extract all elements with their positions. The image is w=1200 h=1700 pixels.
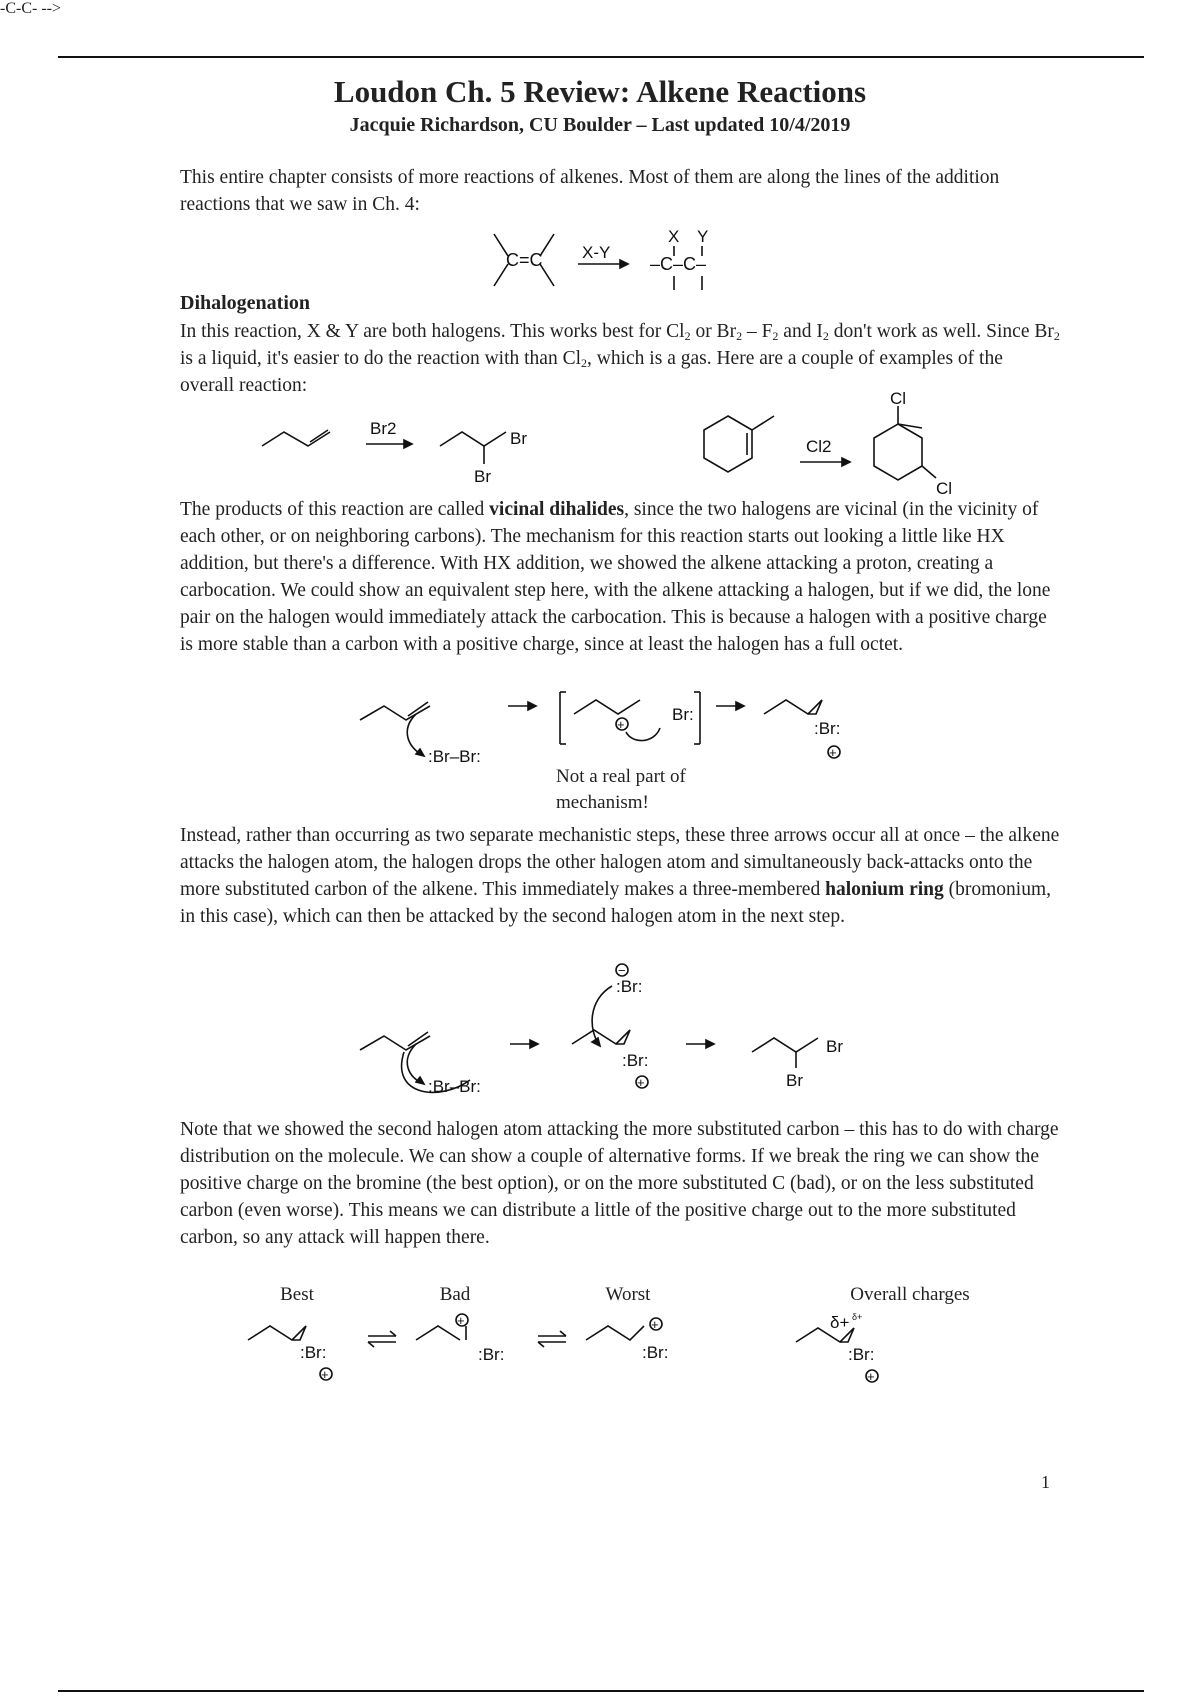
intro-paragraph: This entire chapter consists of more reactions of alkenes. Most of them are along the lines of the addition reactions that we saw in Ch. 4:: [180, 167, 1000, 215]
dihalogenation-paragraph-4: Note that we showed the second halogen atom attacking the more substituted carbon – this has to do with charge distribution on the molecule. We can show a couple of alternative forms. If we break the ring we can show the positive charge on the bromine (the best option), or on the more substituted C (bad), or on the less substituted carbon (even worse). This means we can distribute a little of the positive charge out to the more substituted carbon, so any attack will happen there.: [180, 1119, 1059, 1248]
example-2-cl-bottom: Cl: [936, 479, 953, 498]
example-1-br-top: Br: [510, 429, 527, 448]
mechanism-2-bromide: :Br:: [616, 977, 643, 996]
mechanism-2-scheme: [360, 960, 880, 1100]
example-1-br-bottom: Br: [474, 467, 491, 486]
mechanism-2-minus: −: [618, 963, 626, 978]
svg-text:+: +: [321, 1367, 329, 1382]
intro-product: –C–C–: [650, 254, 707, 274]
resonance-label-worst: Worst: [605, 1284, 651, 1305]
intro-scheme: [490, 228, 750, 294]
bottom-rule: [58, 1690, 1144, 1692]
resonance-label-best: Best: [280, 1284, 314, 1305]
dihalogenation-paragraph-1: In this reaction, X & Y are both halogens. This works best for $Cl_2$ or $Br_2 - F_2$ and $I_2$ don't work as well. Since $Br_2$ is a liquid, it's easier to do the reaction with than $Cl_2$, which is a gas. Here are a couple of examples of the overall reaction:: [180, 321, 1060, 396]
top-rule: [58, 56, 1144, 58]
resonance-overall-br: :Br:: [848, 1345, 875, 1364]
resonance-label-bad: Bad: [439, 1284, 471, 1305]
resonance-structures: [240, 1312, 1020, 1392]
resonance-label-overall: Overall charges: [850, 1284, 970, 1305]
mechanism-1-br-product: :Br:: [814, 719, 841, 738]
page-subtitle: Jacquie Richardson, CU Boulder – Last updated 10/4/2019: [349, 114, 851, 136]
mechanism-1-note: Not a real part of mechanism!: [556, 766, 686, 813]
mechanism-1-br-br: :Br–Br:: [428, 747, 481, 766]
dihalogenation-paragraph-2: The products of this reaction are called vicinal dihalides, since the two halogens are vicinal (in the vicinity of each other, or on neighboring carbons). The mechanism for this reaction starts out looking a little like HX addition, but there's a difference. With HX addition, we showed the alkene attacking a proton, creating a carbocation. We could show an equivalent step here, with the alkene attacking a halogen, but if we did, the lone pair on the halogen would immediately attack the carbocation. This is because a halogen with a positive charge is more stable than a carbon with a positive charge, since at least the halogen has a full octet.: [180, 499, 1051, 655]
svg-text:+: +: [651, 1317, 659, 1332]
svg-text:+: +: [457, 1313, 465, 1328]
mechanism-2-br-ring: :Br:: [622, 1051, 649, 1070]
mechanism-1-plus: +: [617, 717, 625, 732]
intro-reagent: X-Y: [582, 243, 611, 262]
svg-text:+: +: [829, 745, 837, 760]
mechanism-2-product-br2: Br: [786, 1071, 803, 1090]
resonance-worst-br: :Br:: [642, 1343, 669, 1362]
svg-text:+: +: [867, 1369, 875, 1384]
example-1-scheme: [262, 410, 582, 490]
example-2-cl-top: Cl: [890, 389, 907, 408]
mechanism-2-product-br1: Br: [826, 1037, 843, 1056]
resonance-best-br: :Br:: [300, 1343, 327, 1362]
intro-y: Y: [697, 227, 709, 246]
resonance-bad-br: :Br:: [478, 1345, 505, 1364]
intro-reactant: C=C: [506, 250, 543, 270]
section-heading-dihalogenation: Dihalogenation: [180, 292, 311, 314]
example-2-scheme: [700, 389, 990, 500]
dihalogenation-paragraph-3: Instead, rather than occurring as two separate mechanistic steps, these three arrows occur all at once – the alkene attacks the halogen atom, the halogen drops the other halogen atom and simultaneously back-attacks onto the more substituted carbon of the alkene. This immediately makes a three-membered halonium ring (bromonium, in this case), which can then be attacked by the second halogen atom in the next step.: [180, 825, 1060, 927]
example-2-reagent: Cl2: [806, 437, 832, 456]
page-title: Loudon Ch. 5 Review: Alkene Reactions: [333, 74, 867, 109]
mechanism-2-br-br: :Br–Br:: [428, 1077, 481, 1096]
mechanism-2-plus: +: [637, 1075, 645, 1090]
resonance-delta-small: δ+: [852, 1312, 863, 1322]
mechanism-1-br-mid: Br:: [672, 705, 694, 724]
page-number: 1: [1041, 1472, 1050, 1492]
resonance-delta: δ+: [830, 1313, 850, 1332]
intro-x: X: [668, 227, 680, 246]
example-1-reagent: Br2: [370, 419, 397, 438]
